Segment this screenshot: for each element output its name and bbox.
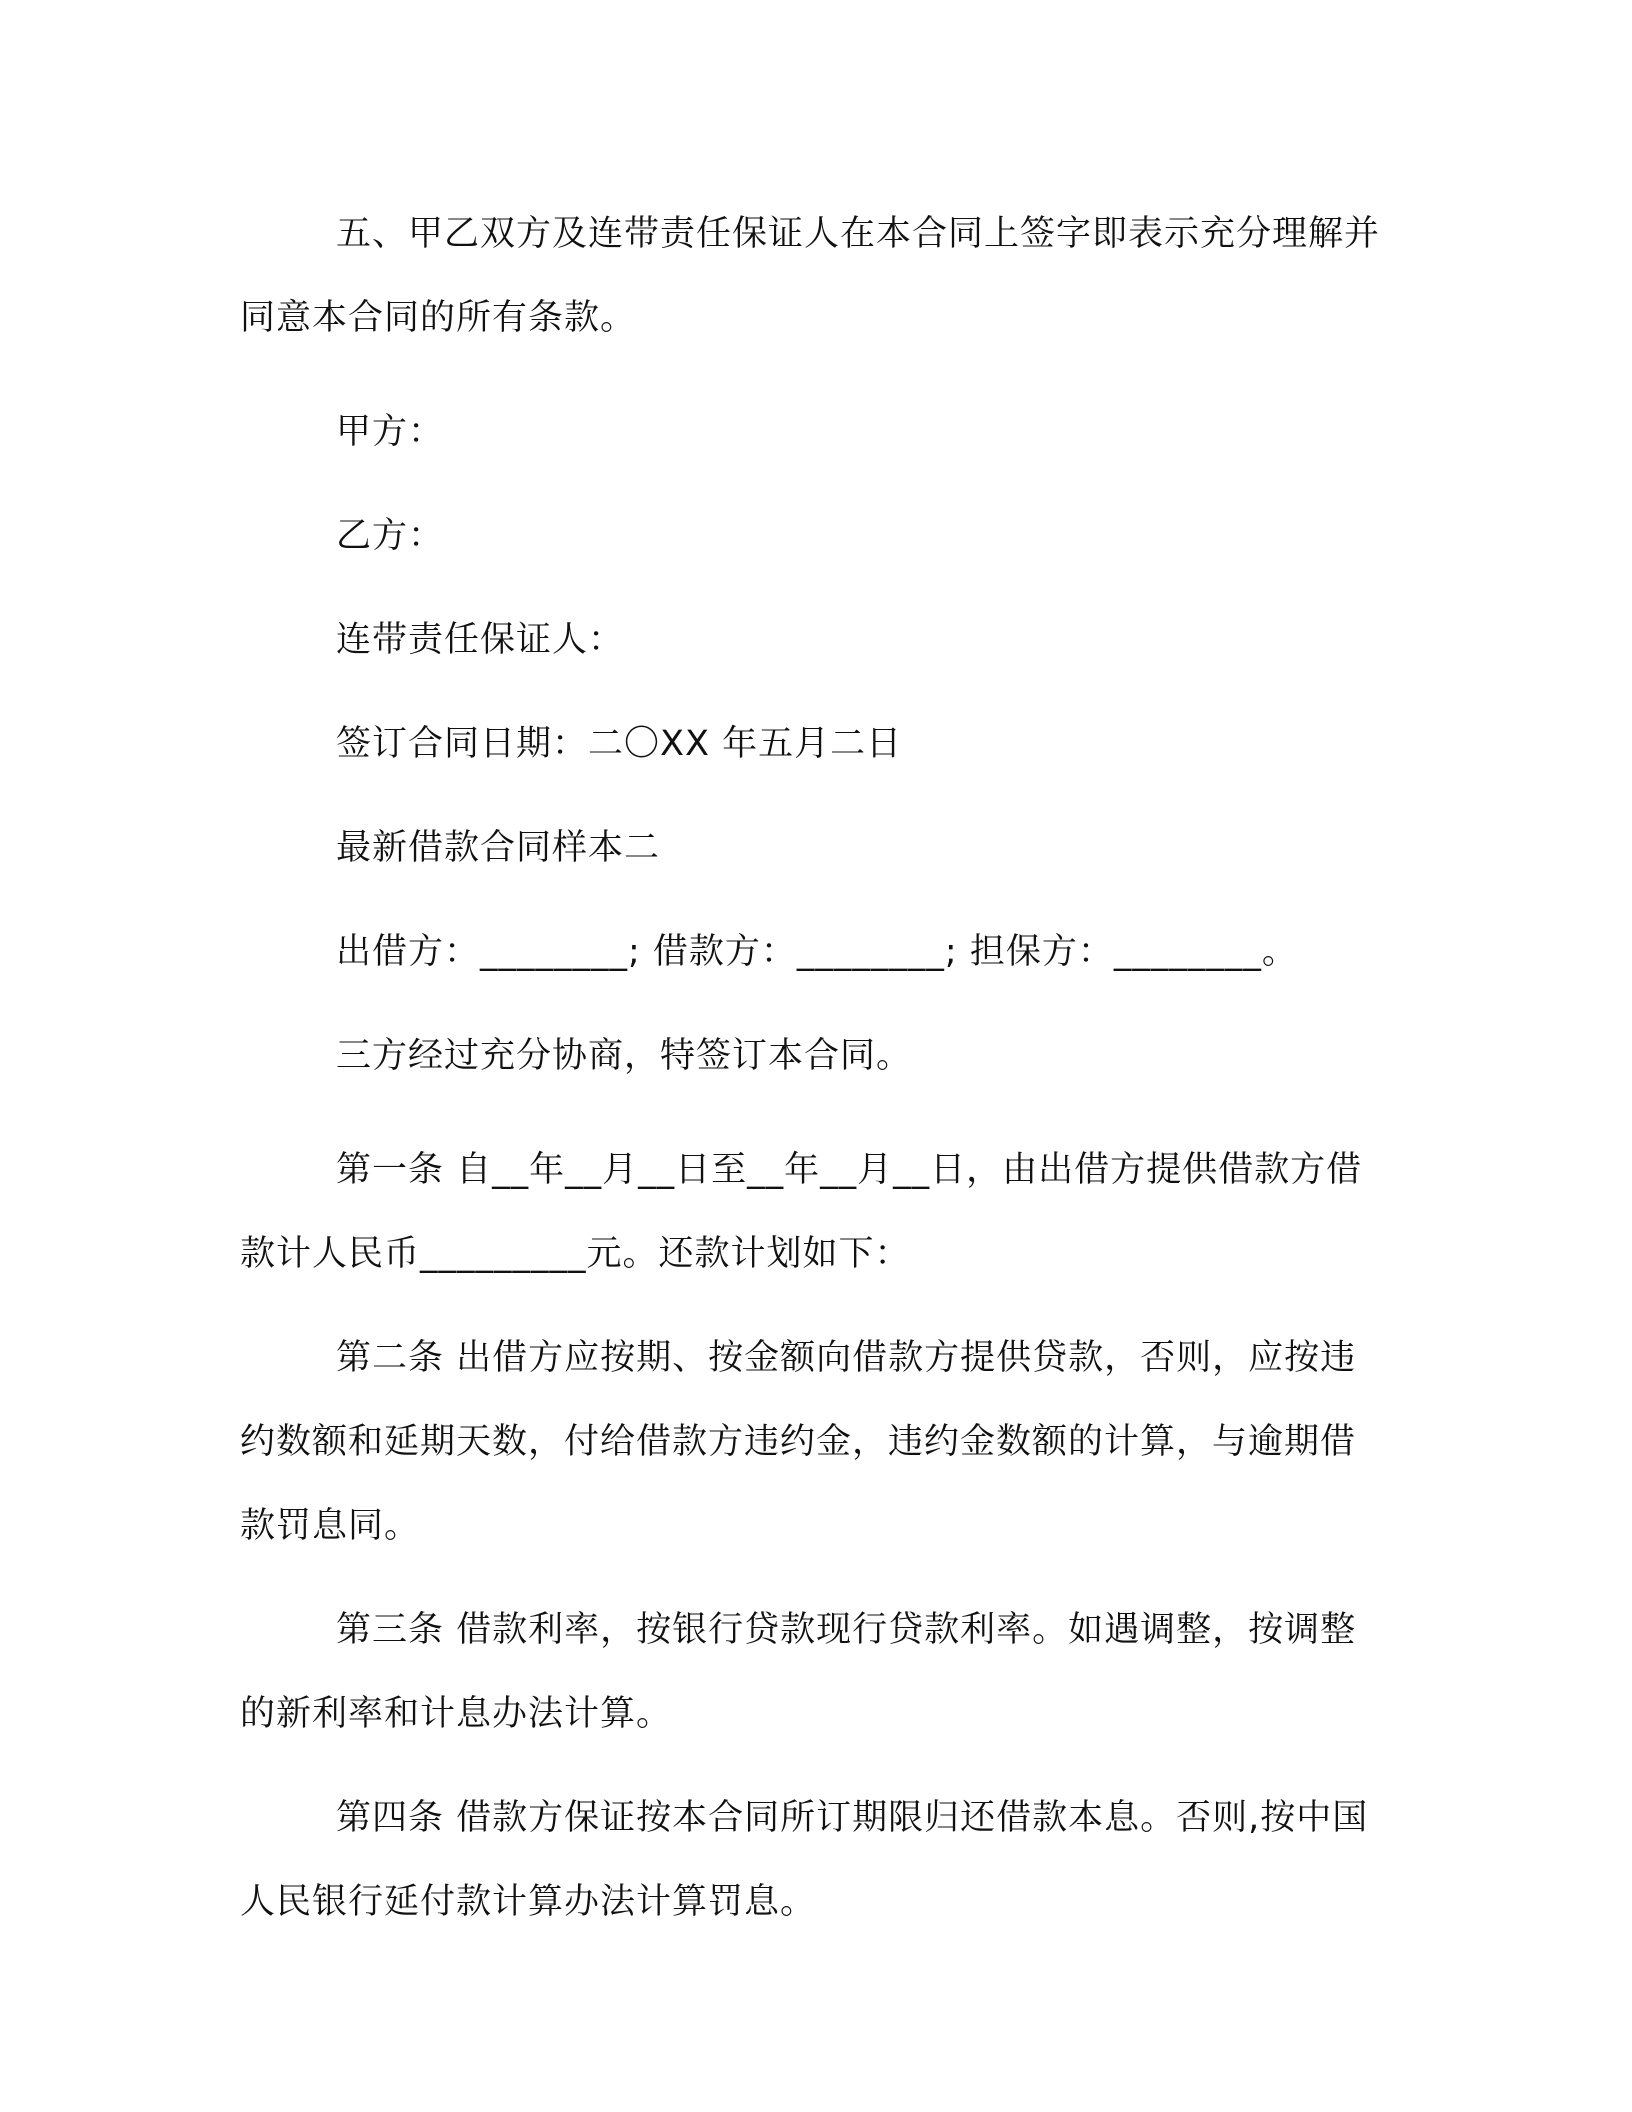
spacer xyxy=(240,1568,1390,1588)
article-4: 第四条 借款方保证按本合同所订期限归还借款本息。否则,按中国人民银行延付款计算办法计算罚息。 xyxy=(240,1798,1369,1922)
parties-line: 出借方：________; 借款方：________; 担保方：________。 xyxy=(336,932,1298,972)
spacer xyxy=(240,1756,1390,1776)
signing-date: 签订合同日期：二〇XX 年五月二日 xyxy=(336,724,903,764)
article-1: 第一条 自__年__月__日至__年__月__日，由出借方提供借款方借款计人民币_________元。还款计划如下： xyxy=(240,1150,1363,1274)
sample-two-title: 最新借款合同样本二 xyxy=(336,828,661,868)
clause-5: 五、甲乙双方及连带责任保证人在本合同上签字即表示充分理解并同意本合同的所有条款。 xyxy=(240,214,1381,338)
article-3: 第三条 借款利率，按银行贷款现行贷款利率。如遇调整，按调整的新利率和计息办法计算。 xyxy=(240,1610,1357,1734)
party-a-signature-line: 甲方： xyxy=(336,412,445,452)
agreement-statement: 三方经过充分协商，特签订本合同。 xyxy=(336,1036,913,1076)
party-b-signature-line: 乙方： xyxy=(336,516,445,556)
spacer xyxy=(240,1108,1390,1128)
spacer xyxy=(240,360,1390,380)
guarantor-signature-line: 连带责任保证人： xyxy=(336,620,625,660)
article-2: 第二条 出借方应按期、按金额向借款方提供贷款，否则，应按违约数额和延期天数，付给借款方违约金，违约金数额的计算，与逾期借款罚息同。 xyxy=(240,1338,1357,1546)
spacer xyxy=(240,1296,1390,1316)
document-body xyxy=(240,192,1390,1944)
